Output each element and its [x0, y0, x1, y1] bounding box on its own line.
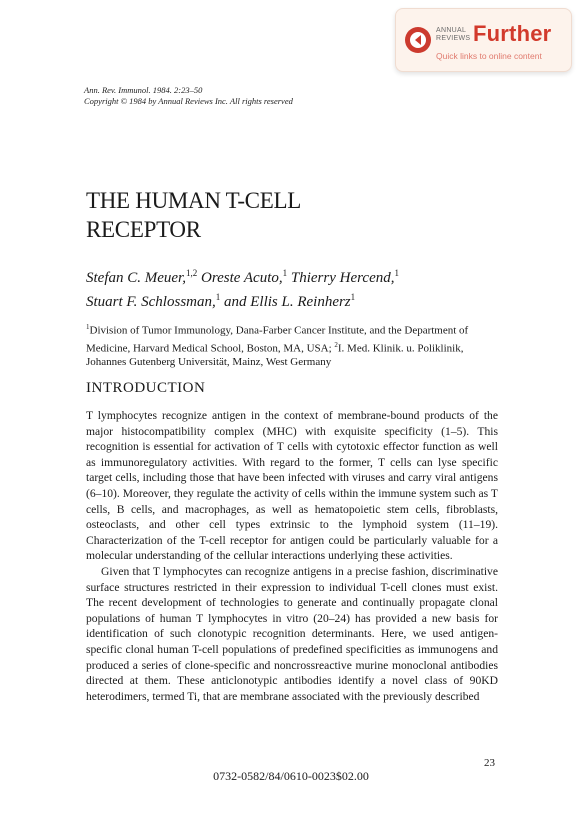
citation-journal: Ann. Rev. Immunol. 1984. 2:23–50 [84, 85, 203, 95]
title-line-1: THE HUMAN T-CELL [86, 188, 301, 213]
title-line-2: RECEPTOR [86, 217, 201, 242]
author-name: Thierry Hercend, [287, 270, 395, 286]
paragraph: T lymphocytes recognize antigen in the context of membrane-bound products of the major histocompatibility complex (MHC) with exquisite specificity (1–5). This recognition is essential for activation of T cells with cytotoxic effector function as well as immunoregulatory activities. With regard to the former, T cells can lyse specific target cells, including those that have been infected with viruses and carry viral antigens (6–10). Moreover, they regulate the activity of cells within the immune system such as T cells, B cells, and macrophages, as well as hematopoietic stem cells, fibroblasts, osteoclasts, and other cell types extrinsic to the lymphoid system (11–19). Characterization of the T-cell receptor for antigen could be particularly valuable for a molecular understanding of the cellular interactions underlying these activities. [86, 409, 498, 563]
further-badge[interactable] [395, 8, 572, 72]
affiliation-mark-2: 2 [334, 340, 338, 349]
badge-annual-reviews [436, 27, 470, 43]
article-title [86, 186, 301, 244]
affiliation-mark-1: 1 [86, 323, 90, 331]
badge-subtitle: Quick links to online content [436, 51, 542, 61]
author-name: Oreste Acuto, [197, 270, 283, 286]
author-affiliation-mark: 1 [282, 268, 288, 278]
affiliations [86, 320, 506, 369]
citation-copyright: Copyright © 1984 by Annual Reviews Inc. All rights reserved [84, 95, 293, 106]
body-text [86, 408, 498, 704]
paragraph: Given that T lymphocytes can recognize antigens in a precise fashion, discriminative surface structures restricted in their expression to individual T-cell clones must exist. The recent development of technologies to generate and continually propagate clonal populations of human T lymphocytes in vitro (20–24) has provided a new basis for identification of such clonotypic recognition determinants. Here, we used antigen-specific clonal human T-cell populations of predefined specificities as immunogens and produced a series of clone-specific and noncrossreactive murine monoclonal antibodies directed at them. These anticlonotypic antibodies identify a novel class of 90KD heterodimers, termed Ti, that are membrane associated with the previously described [86, 564, 498, 703]
badge-further-text: Further [473, 21, 552, 46]
footer-code: 0732-0582/84/0610-0023$02.00 [213, 769, 369, 783]
badge-reviews-text: REVIEWS [436, 35, 471, 42]
author-name: Stuart F. Schlossman, [86, 294, 216, 310]
author-affiliation-mark: 1 [394, 268, 399, 278]
author-affiliation-mark: 1,2 [185, 268, 198, 278]
badge-annual-text: ANNUAL [436, 27, 467, 34]
page-number: 23 [484, 757, 495, 769]
section-heading: INTRODUCTION [86, 380, 206, 396]
author-name: Stefan C. Meuer, [86, 270, 186, 286]
author-list [86, 264, 399, 312]
affiliation-1: Division of Tumor Immunology, Dana-Farber Cancer Institute, and the Department of Medicine, Harvard Medical School, Boston, MA, USA; [86, 324, 469, 355]
citation [84, 85, 293, 106]
author-line-1 [86, 264, 399, 288]
author-line-2 [86, 288, 399, 312]
play-arrow-icon [405, 27, 431, 53]
author-affiliation-mark: 1 [350, 292, 356, 302]
author-name: and Ellis L. Reinherz [220, 294, 351, 310]
affiliation-2: I. Med. Klinik. u. Poliklinik, Johannes Gutenberg Universität, Mainz, West Germany [86, 342, 464, 369]
author-affiliation-mark: 1 [215, 292, 221, 302]
